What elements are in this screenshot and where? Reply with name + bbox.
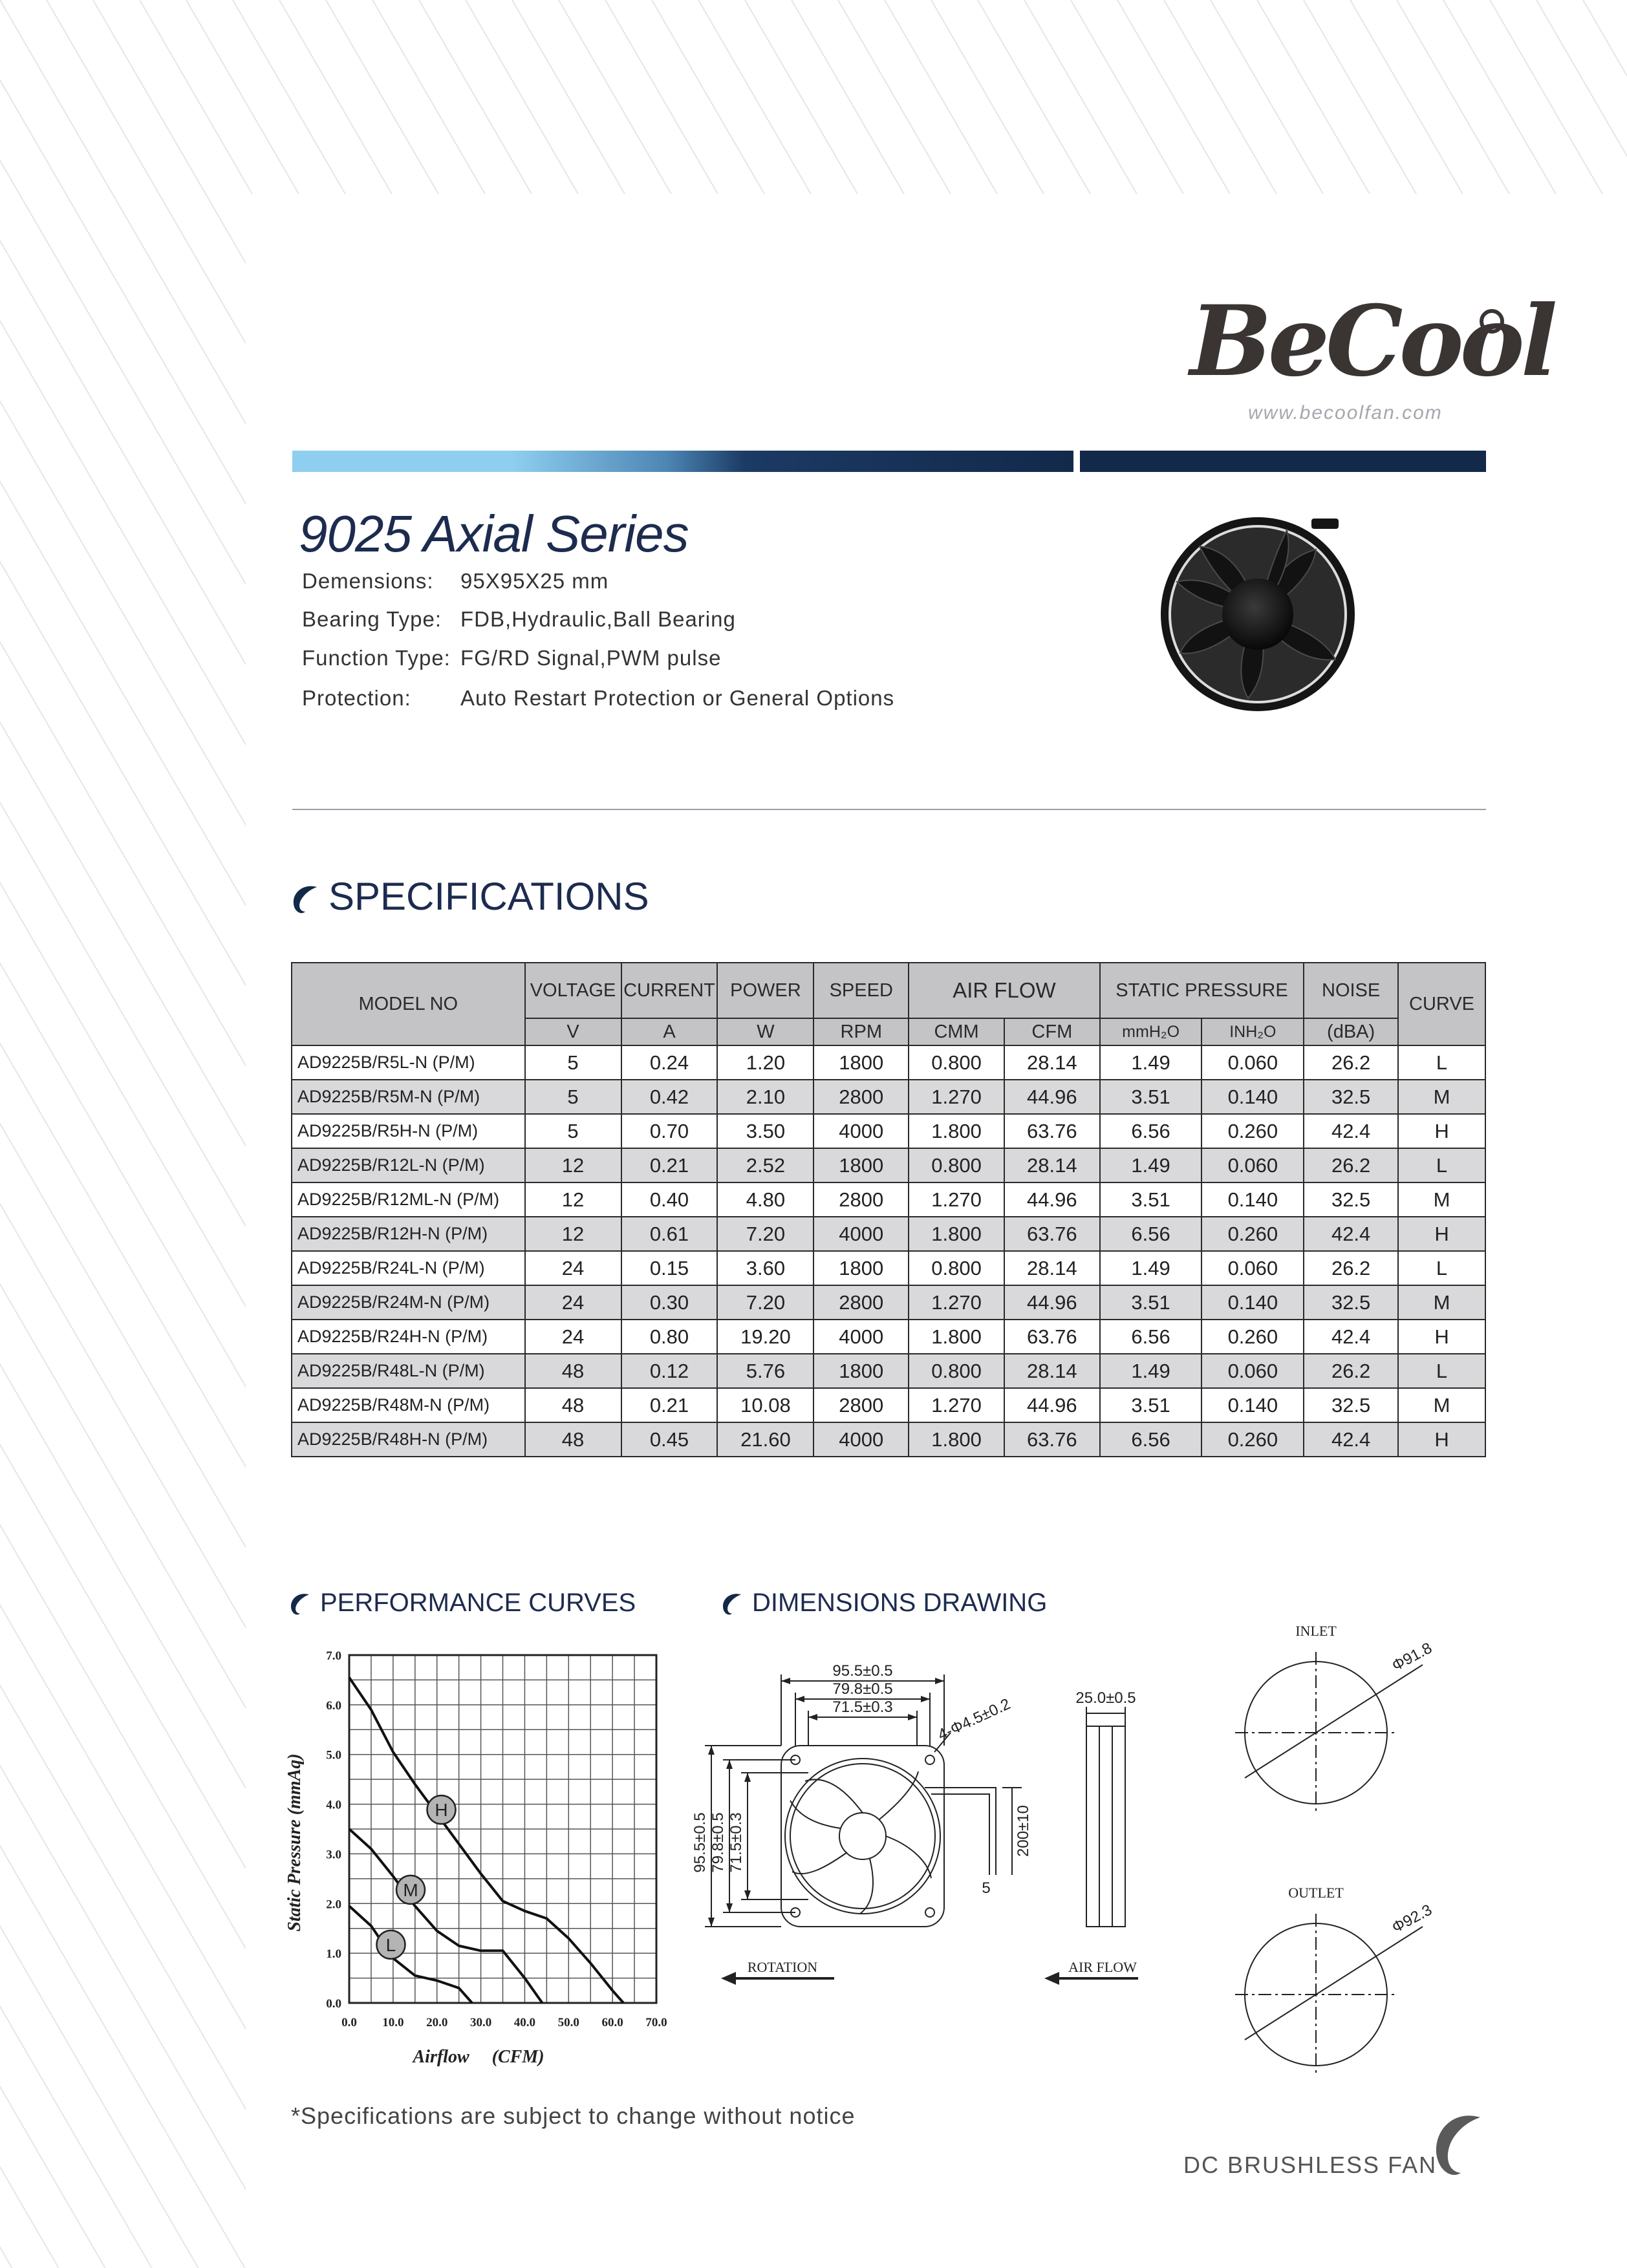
col-static-pressure: STATIC PRESSURE — [1100, 963, 1304, 1018]
table-cell: 0.060 — [1201, 1045, 1304, 1080]
spec-value: 95X95X25 mm — [460, 569, 609, 593]
inlet-label: INLET — [1295, 1623, 1337, 1639]
table-cell: 6.56 — [1100, 1320, 1202, 1354]
table-cell: 0.140 — [1201, 1388, 1304, 1422]
y-tick-label: 1.0 — [326, 1947, 341, 1962]
x-tick-label: 60.0 — [601, 2016, 623, 2029]
table-cell: 3.50 — [717, 1114, 814, 1148]
unit-power: W — [717, 1018, 814, 1045]
table-cell: 28.14 — [1004, 1148, 1100, 1182]
table-cell: 6.56 — [1100, 1422, 1202, 1457]
stripe-line — [0, 0, 152, 2268]
col-model: MODEL NO — [292, 963, 525, 1045]
brand-swoosh-icon — [289, 1591, 311, 1617]
table-cell: 6.56 — [1100, 1114, 1202, 1148]
y-tick-label: 3.0 — [326, 1848, 341, 1862]
inlet-diameter: Φ91.8 — [1389, 1639, 1435, 1675]
table-cell: M — [1398, 1388, 1485, 1422]
brand-logo: BeCool — [1190, 284, 1554, 398]
table-cell: L — [1398, 1045, 1485, 1080]
spec-label: Bearing Type: — [302, 607, 442, 631]
table-cell: 2800 — [814, 1080, 909, 1114]
specifications-heading — [291, 874, 649, 919]
table-cell: 24 — [525, 1320, 621, 1354]
table-cell: L — [1398, 1354, 1485, 1388]
dim-width-outer: 95.5±0.5 — [832, 1662, 893, 1680]
table-cell: 2.10 — [717, 1080, 814, 1114]
col-speed: SPEED — [814, 963, 909, 1018]
spec-value: FDB,Hydraulic,Ball Bearing — [460, 607, 736, 631]
table-cell: 7.20 — [717, 1217, 814, 1251]
spec-label: Demensions: — [302, 569, 434, 593]
table-cell: 44.96 — [1004, 1080, 1100, 1114]
table-cell: 32.5 — [1304, 1080, 1398, 1114]
model-cell: AD9225B/R48M-N (P/M) — [292, 1388, 525, 1422]
stripe-line — [0, 0, 59, 2268]
table-row — [292, 1354, 1485, 1388]
table-cell: 1.270 — [909, 1285, 1004, 1320]
table-cell: 4000 — [814, 1114, 909, 1148]
table-cell: 0.140 — [1201, 1080, 1304, 1114]
unit-noise: (dBA) — [1304, 1018, 1398, 1045]
dimensions-title: DIMENSIONS DRAWING — [752, 1589, 1048, 1617]
unit-inh2o: INH₂O — [1201, 1018, 1304, 1045]
model-cell: AD9225B/R24L-N (P/M) — [292, 1251, 525, 1285]
table-cell: H — [1398, 1422, 1485, 1457]
y-tick-label: 7.0 — [326, 1649, 341, 1663]
col-noise: NOISE — [1304, 963, 1398, 1018]
stripe-line — [0, 0, 245, 2268]
table-cell: 48 — [525, 1388, 621, 1422]
dim-width-mid: 79.8±0.5 — [832, 1680, 893, 1698]
curve-l — [349, 1906, 472, 2003]
table-header-row — [292, 963, 1485, 1018]
table-row — [292, 1080, 1485, 1114]
table-cell: M — [1398, 1080, 1485, 1114]
performance-heading — [289, 1589, 636, 1618]
table-cell: 1.49 — [1100, 1354, 1202, 1388]
table-cell: 0.140 — [1201, 1285, 1304, 1320]
table-cell: 0.800 — [909, 1354, 1004, 1388]
table-cell: 3.51 — [1100, 1388, 1202, 1422]
table-cell: 5 — [525, 1114, 621, 1148]
website: www.becoolfan.com — [1248, 402, 1443, 423]
curve-marker-label: M — [403, 1879, 418, 1900]
table-cell: 26.2 — [1304, 1354, 1398, 1388]
table-row — [292, 1045, 1485, 1080]
unit-cmm: CMM — [909, 1018, 1004, 1045]
table-row — [292, 1320, 1485, 1354]
table-cell: 0.21 — [621, 1148, 718, 1182]
dim-hole: 4-Φ4.5±0.2 — [935, 1695, 1013, 1744]
table-cell: 32.5 — [1304, 1285, 1398, 1320]
spec-value: Auto Restart Protection or General Options — [460, 686, 895, 710]
table-cell: 12 — [525, 1217, 621, 1251]
rotation-arrow — [721, 1959, 834, 1985]
table-cell: 0.24 — [621, 1045, 718, 1080]
spec-label: Protection: — [302, 686, 411, 710]
table-cell: 63.76 — [1004, 1114, 1100, 1148]
table-cell: 0.12 — [621, 1354, 718, 1388]
model-cell: AD9225B/R5M-N (P/M) — [292, 1080, 525, 1114]
table-cell: 1800 — [814, 1148, 909, 1182]
table-cell: 0.45 — [621, 1422, 718, 1457]
table-cell: 1.49 — [1100, 1251, 1202, 1285]
y-tick-label: 2.0 — [326, 1898, 341, 1912]
table-row — [292, 1114, 1485, 1148]
chart-ylabel: Static Pressure (mmAq) — [285, 1753, 305, 1932]
x-tick-label: 10.0 — [382, 2016, 404, 2029]
table-cell: 0.61 — [621, 1217, 718, 1251]
outlet-diameter: Φ92.3 — [1389, 1901, 1435, 1937]
table-cell: 7.20 — [717, 1285, 814, 1320]
airflow-arrow — [1044, 1959, 1138, 1985]
table-cell: 1800 — [814, 1354, 909, 1388]
performance-title: PERFORMANCE CURVES — [320, 1589, 636, 1617]
table-cell: 42.4 — [1304, 1217, 1398, 1251]
x-tick-label: 40.0 — [513, 2016, 536, 2029]
table-row — [292, 1251, 1485, 1285]
performance-chart — [278, 1636, 692, 2075]
brand-swoosh-icon — [291, 883, 319, 915]
unit-cfm: CFM — [1004, 1018, 1100, 1045]
table-cell: 2800 — [814, 1285, 909, 1320]
dim-lead-length: 200±10 — [1015, 1805, 1032, 1857]
table-cell: 0.800 — [909, 1045, 1004, 1080]
model-cell: AD9225B/R48H-N (P/M) — [292, 1422, 525, 1457]
table-cell: 26.2 — [1304, 1045, 1398, 1080]
table-cell: 1.800 — [909, 1422, 1004, 1457]
model-cell: AD9225B/R24H-N (P/M) — [292, 1320, 525, 1354]
table-cell: 24 — [525, 1251, 621, 1285]
table-row — [292, 1285, 1485, 1320]
footer-title: DC BRUSHLESS FAN — [1183, 2152, 1438, 2178]
table-cell: 4000 — [814, 1422, 909, 1457]
table-cell: M — [1398, 1182, 1485, 1217]
x-tick-label: 30.0 — [469, 2016, 492, 2029]
unit-voltage: V — [525, 1018, 621, 1045]
header-band-right — [1080, 451, 1486, 472]
y-tick-label: 0.0 — [326, 1997, 341, 2011]
table-cell: 42.4 — [1304, 1114, 1398, 1148]
footer-swoosh-icon — [1432, 2111, 1484, 2182]
table-cell: 4000 — [814, 1320, 909, 1354]
table-cell: 1800 — [814, 1251, 909, 1285]
table-row — [292, 1422, 1485, 1457]
table-cell: 26.2 — [1304, 1251, 1398, 1285]
table-cell: 0.40 — [621, 1182, 718, 1217]
col-voltage: VOLTAGE — [525, 963, 621, 1018]
col-power: POWER — [717, 963, 814, 1018]
dimensions-heading — [721, 1589, 1047, 1618]
table-cell: 42.4 — [1304, 1422, 1398, 1457]
table-cell: 32.5 — [1304, 1182, 1398, 1217]
table-cell: 3.51 — [1100, 1080, 1202, 1114]
table-cell: 5.76 — [717, 1354, 814, 1388]
table-cell: 2800 — [814, 1388, 909, 1422]
table-cell: 21.60 — [717, 1422, 814, 1457]
table-cell: 0.060 — [1201, 1354, 1304, 1388]
table-cell: H — [1398, 1320, 1485, 1354]
table-cell: 1800 — [814, 1045, 909, 1080]
curve-marker-label: L — [385, 1934, 396, 1955]
table-row — [292, 1148, 1485, 1182]
col-current: CURRENT — [621, 963, 718, 1018]
table-cell: 48 — [525, 1422, 621, 1457]
table-cell: 0.15 — [621, 1251, 718, 1285]
table-cell: H — [1398, 1217, 1485, 1251]
table-cell: 63.76 — [1004, 1217, 1100, 1251]
table-cell: 2800 — [814, 1182, 909, 1217]
unit-current: A — [621, 1018, 718, 1045]
table-cell: 0.80 — [621, 1320, 718, 1354]
table-cell: 10.08 — [717, 1388, 814, 1422]
logo-degree-mark — [1480, 309, 1504, 334]
outlet-label: OUTLET — [1288, 1885, 1344, 1901]
table-cell: 0.42 — [621, 1080, 718, 1114]
table-cell: 48 — [525, 1354, 621, 1388]
specifications-table — [291, 962, 1486, 1457]
x-tick-label: 20.0 — [426, 2016, 448, 2029]
dim-height-mid: 79.8±0.5 — [709, 1812, 727, 1873]
disclaimer-note: *Specifications are subject to change without notice — [291, 2102, 856, 2129]
table-cell: 0.260 — [1201, 1217, 1304, 1251]
table-cell: 28.14 — [1004, 1045, 1100, 1080]
x-tick-label: 0.0 — [341, 2016, 357, 2029]
table-cell: 0.260 — [1201, 1422, 1304, 1457]
table-cell: 0.21 — [621, 1388, 718, 1422]
table-cell: 4000 — [814, 1217, 909, 1251]
y-tick-label: 4.0 — [326, 1798, 341, 1812]
table-cell: 28.14 — [1004, 1251, 1100, 1285]
table-row — [292, 1217, 1485, 1251]
model-cell: AD9225B/R5H-N (P/M) — [292, 1114, 525, 1148]
dimensions-drawing — [685, 1655, 1177, 2017]
table-cell: 0.140 — [1201, 1182, 1304, 1217]
rotation-label: ROTATION — [747, 1959, 818, 1975]
table-body — [292, 1045, 1485, 1457]
table-cell: 1.20 — [717, 1045, 814, 1080]
dim-width-inner: 71.5±0.3 — [832, 1698, 893, 1716]
table-cell: 0.800 — [909, 1148, 1004, 1182]
table-cell: 3.60 — [717, 1251, 814, 1285]
table-cell: 1.800 — [909, 1320, 1004, 1354]
table-cell: M — [1398, 1285, 1485, 1320]
table-cell: 1.800 — [909, 1217, 1004, 1251]
model-cell: AD9225B/R12H-N (P/M) — [292, 1217, 525, 1251]
table-cell: 0.70 — [621, 1114, 718, 1148]
table-cell: 0.260 — [1201, 1114, 1304, 1148]
curve-marker-label: H — [435, 1800, 448, 1821]
table-cell: 28.14 — [1004, 1354, 1100, 1388]
series-title: 9025 Axial Series — [299, 505, 689, 562]
table-cell: 42.4 — [1304, 1320, 1398, 1354]
table-cell: 3.51 — [1100, 1182, 1202, 1217]
table-cell: 4.80 — [717, 1182, 814, 1217]
table-cell: 63.76 — [1004, 1320, 1100, 1354]
model-cell: AD9225B/R12L-N (P/M) — [292, 1148, 525, 1182]
table-cell: 19.20 — [717, 1320, 814, 1354]
dim-depth: 25.0±0.5 — [1075, 1689, 1136, 1707]
dim-height-outer: 95.5±0.5 — [691, 1812, 709, 1873]
x-tick-label: 70.0 — [645, 2016, 667, 2029]
table-cell: 1.800 — [909, 1114, 1004, 1148]
model-cell: AD9225B/R24M-N (P/M) — [292, 1285, 525, 1320]
chart-xlabel: Airflow (CFM) — [413, 2047, 544, 2067]
table-cell: L — [1398, 1148, 1485, 1182]
table-cell: 3.51 — [1100, 1285, 1202, 1320]
table-cell: 5 — [525, 1080, 621, 1114]
table-cell: 6.56 — [1100, 1217, 1202, 1251]
specifications-title: SPECIFICATIONS — [329, 875, 649, 918]
table-cell: 1.270 — [909, 1080, 1004, 1114]
header-band-left — [292, 451, 1073, 472]
fan-product-image — [1151, 511, 1364, 718]
airflow-label: AIR FLOW — [1068, 1959, 1137, 1975]
table-cell: 32.5 — [1304, 1388, 1398, 1422]
table-cell: 2.52 — [717, 1148, 814, 1182]
y-tick-label: 6.0 — [326, 1698, 341, 1713]
model-cell: AD9225B/R5L-N (P/M) — [292, 1045, 525, 1080]
table-row — [292, 1388, 1485, 1422]
table-cell: 1.49 — [1100, 1045, 1202, 1080]
table-cell: 0.260 — [1201, 1320, 1304, 1354]
table-row — [292, 1182, 1485, 1217]
table-cell: 1.270 — [909, 1388, 1004, 1422]
y-tick-label: 5.0 — [326, 1748, 341, 1762]
table-cell: 0.800 — [909, 1251, 1004, 1285]
table-cell: 26.2 — [1304, 1148, 1398, 1182]
table-cell: 44.96 — [1004, 1388, 1100, 1422]
x-tick-label: 50.0 — [557, 2016, 579, 2029]
spec-label: Function Type: — [302, 646, 451, 670]
dim-height-inner: 71.5±0.3 — [727, 1812, 745, 1873]
table-cell: 0.30 — [621, 1285, 718, 1320]
dim-lead-end: 5 — [982, 1879, 991, 1897]
table-cell: 5 — [525, 1045, 621, 1080]
table-cell: 44.96 — [1004, 1285, 1100, 1320]
model-cell: AD9225B/R48L-N (P/M) — [292, 1354, 525, 1388]
table-cell: L — [1398, 1251, 1485, 1285]
table-cell: 12 — [525, 1182, 621, 1217]
divider — [292, 809, 1486, 810]
table-cell: 0.060 — [1201, 1148, 1304, 1182]
table-cell: H — [1398, 1114, 1485, 1148]
spec-value: FG/RD Signal,PWM pulse — [460, 646, 722, 670]
model-cell: AD9225B/R12ML-N (P/M) — [292, 1182, 525, 1217]
table-cell: 44.96 — [1004, 1182, 1100, 1217]
table-cell: 0.060 — [1201, 1251, 1304, 1285]
unit-mmh2o: mmH₂O — [1100, 1018, 1202, 1045]
col-curve: CURVE — [1398, 963, 1485, 1045]
inlet-outlet-drawing — [1216, 1616, 1474, 2108]
table-cell: 24 — [525, 1285, 621, 1320]
brand-swoosh-icon — [721, 1591, 743, 1617]
table-cell: 1.49 — [1100, 1148, 1202, 1182]
col-airflow: AIR FLOW — [909, 963, 1100, 1018]
table-cell: 12 — [525, 1148, 621, 1182]
chart-ticks — [326, 1649, 667, 2029]
unit-speed: RPM — [814, 1018, 909, 1045]
table-cell: 1.270 — [909, 1182, 1004, 1217]
curve-m — [349, 1829, 543, 2003]
table-cell: 63.76 — [1004, 1422, 1100, 1457]
